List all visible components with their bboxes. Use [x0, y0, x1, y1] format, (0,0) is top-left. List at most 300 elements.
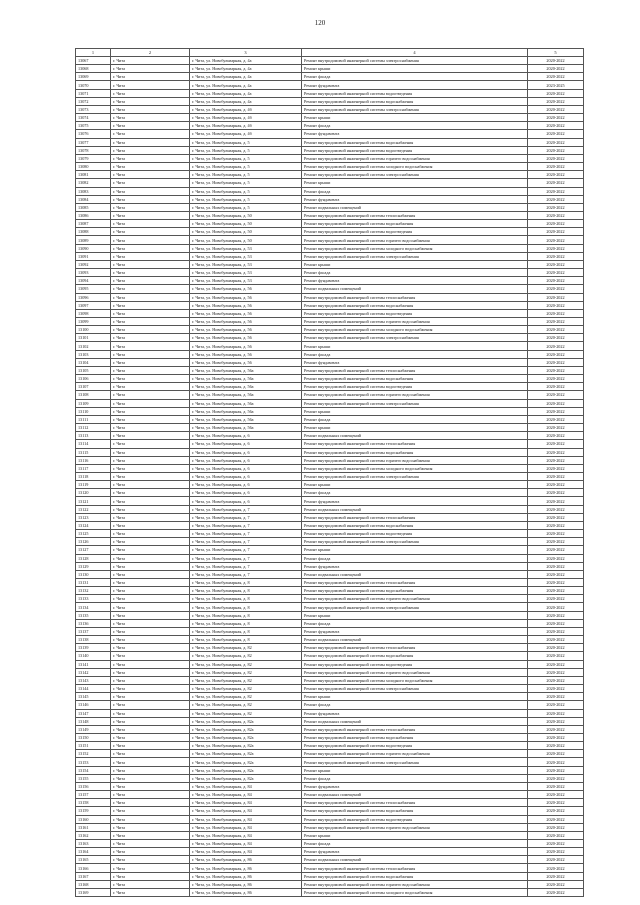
period-cell: 2020-2022 — [528, 236, 584, 244]
municipality-cell: г. Чита — [111, 709, 190, 717]
address-cell: г. Чита, ул. Новобульварная, д. 7 — [190, 546, 302, 554]
municipality-cell: г. Чита — [111, 334, 190, 342]
table-row — [76, 97, 584, 105]
work-type-cell: Ремонт внутридомовой инженерной системы водоснабжения — [302, 375, 528, 383]
header-cell: 5 — [528, 49, 584, 57]
row-number-cell: 13097 — [76, 301, 111, 309]
work-type-cell: Ремонт внутридомовой инженерной системы холодного водоснабжения — [302, 676, 528, 684]
address-cell: г. Чита, ул. Новобульварная, д. 56 — [190, 350, 302, 358]
municipality-cell: г. Чита — [111, 424, 190, 432]
municipality-cell: г. Чита — [111, 636, 190, 644]
table-row — [76, 742, 584, 750]
table-row — [76, 448, 584, 456]
address-cell: г. Чита, ул. Новобульварная, д. 8 — [190, 587, 302, 595]
municipality-cell: г. Чита — [111, 481, 190, 489]
work-type-cell: Ремонт внутридомовой инженерной системы теплоснабжения — [302, 293, 528, 301]
work-type-cell: Ремонт внутридомовой инженерной системы электроснабжения — [302, 758, 528, 766]
work-type-cell: Ремонт крыши — [302, 546, 528, 554]
period-cell: 2020-2022 — [528, 725, 584, 733]
row-number-cell: 13155 — [76, 774, 111, 782]
period-cell: 2020-2022 — [528, 864, 584, 872]
address-cell: г. Чита, ул. Новобульварная, д. 82 — [190, 693, 302, 701]
address-cell: г. Чита, ул. Новобульварная, д. 82 — [190, 701, 302, 709]
table-row — [76, 840, 584, 848]
row-number-cell: 13120 — [76, 489, 111, 497]
municipality-cell: г. Чита — [111, 163, 190, 171]
row-number-cell: 13115 — [76, 448, 111, 456]
period-cell: 2020-2022 — [528, 660, 584, 668]
municipality-cell: г. Чита — [111, 815, 190, 823]
period-cell: 2020-2022 — [528, 595, 584, 603]
table-row — [76, 114, 584, 122]
row-number-cell: 13068 — [76, 65, 111, 73]
work-type-cell: Ремонт внутридомовой инженерной системы холодного водоснабжения — [302, 464, 528, 472]
municipality-cell: г. Чита — [111, 89, 190, 97]
period-cell: 2020-2022 — [528, 513, 584, 521]
work-type-cell: Ремонт внутридомовой инженерной системы теплоснабжения — [302, 513, 528, 521]
work-type-cell: Ремонт фундамента — [302, 277, 528, 285]
period-cell: 2020-2022 — [528, 701, 584, 709]
work-type-cell: Ремонт внутридомовой инженерной системы электроснабжения — [302, 334, 528, 342]
period-cell: 2020-2022 — [528, 693, 584, 701]
municipality-cell: г. Чита — [111, 880, 190, 888]
table-row — [76, 799, 584, 807]
work-type-cell: Ремонт внутридомовой инженерной системы теплоснабжения — [302, 579, 528, 587]
work-type-cell: Ремонт внутридомовой инженерной системы горячего водоснабжения — [302, 391, 528, 399]
work-type-cell: Ремонт внутридомовой инженерной системы электроснабжения — [302, 472, 528, 480]
work-type-cell: Ремонт фундамента — [302, 709, 528, 717]
address-cell: г. Чита, ул. Новобульварная, д. 5 — [190, 187, 302, 195]
row-number-cell: 13075 — [76, 122, 111, 130]
address-cell: г. Чита, ул. Новобульварная, д. 4а — [190, 81, 302, 89]
period-cell: 2020-2022 — [528, 848, 584, 856]
municipality-cell: г. Чита — [111, 872, 190, 880]
address-cell: г. Чита, ул. Новобульварная, д. 4б — [190, 122, 302, 130]
municipality-cell: г. Чита — [111, 260, 190, 268]
municipality-cell: г. Чита — [111, 840, 190, 848]
row-number-cell: 13143 — [76, 676, 111, 684]
table-row — [76, 644, 584, 652]
period-cell: 2020-2022 — [528, 530, 584, 538]
work-type-cell: Ремонт фундамента — [302, 562, 528, 570]
header-cell: 3 — [190, 49, 302, 57]
period-cell: 2020-2022 — [528, 733, 584, 741]
work-type-cell: Ремонт внутридомовой инженерной системы горячего водоснабжения — [302, 154, 528, 162]
municipality-cell: г. Чита — [111, 799, 190, 807]
work-type-cell: Ремонт фасада — [302, 489, 528, 497]
row-number-cell: 13151 — [76, 742, 111, 750]
table-row — [76, 407, 584, 415]
work-type-cell: Ремонт крыши — [302, 481, 528, 489]
address-cell: г. Чита, ул. Новобульварная, д. 82 — [190, 709, 302, 717]
work-type-cell: Ремонт фасада — [302, 350, 528, 358]
work-type-cell: Ремонт внутридомовой инженерной системы водоотведения — [302, 660, 528, 668]
table-row — [76, 138, 584, 146]
period-cell: 2020-2022 — [528, 668, 584, 676]
table-row — [76, 65, 584, 73]
work-type-cell: Ремонт внутридомовой инженерной системы водоотведения — [302, 742, 528, 750]
work-type-cell: Ремонт внутридомовой инженерной системы холодного водоснабжения — [302, 326, 528, 334]
period-cell: 2020-2022 — [528, 570, 584, 578]
row-number-cell: 13098 — [76, 309, 111, 317]
row-number-cell: 13122 — [76, 505, 111, 513]
work-type-cell: Ремонт внутридомовой инженерной системы водоснабжения — [302, 733, 528, 741]
period-cell: 2020-2022 — [528, 203, 584, 211]
address-cell: г. Чита, ул. Новобульварная, д. 84 — [190, 815, 302, 823]
row-number-cell: 13135 — [76, 611, 111, 619]
address-cell: г. Чита, ул. Новобульварная, д. 56а — [190, 391, 302, 399]
address-cell: г. Чита, ул. Новобульварная, д. 86 — [190, 872, 302, 880]
table-row — [76, 652, 584, 660]
municipality-cell: г. Чита — [111, 383, 190, 391]
period-cell: 2020-2022 — [528, 138, 584, 146]
table-row — [76, 342, 584, 350]
address-cell: г. Чита, ул. Новобульварная, д. 56а — [190, 399, 302, 407]
municipality-cell: г. Чита — [111, 717, 190, 725]
table-row — [76, 619, 584, 627]
municipality-cell: г. Чита — [111, 611, 190, 619]
period-cell: 2020-2022 — [528, 293, 584, 301]
address-cell: г. Чита, ул. Новобульварная, д. 86 — [190, 888, 302, 896]
work-type-cell: Ремонт внутридомовой инженерной системы холодного водоснабжения — [302, 888, 528, 896]
row-number-cell: 13081 — [76, 171, 111, 179]
address-cell: г. Чита, ул. Новобульварная, д. 7 — [190, 521, 302, 529]
work-type-cell: Ремонт крыши — [302, 260, 528, 268]
period-cell: 2020-2022 — [528, 750, 584, 758]
work-type-cell: Ремонт фундамента — [302, 848, 528, 856]
period-cell: 2020-2022 — [528, 791, 584, 799]
address-cell: г. Чита, ул. Новобульварная, д. 84 — [190, 799, 302, 807]
row-number-cell: 13107 — [76, 383, 111, 391]
row-number-cell: 13105 — [76, 366, 111, 374]
work-type-cell: Ремонт внутридомовой инженерной системы горячего водоснабжения — [302, 823, 528, 831]
municipality-cell: г. Чита — [111, 244, 190, 252]
municipality-cell: г. Чита — [111, 456, 190, 464]
address-cell: г. Чита, ул. Новобульварная, д. 6 — [190, 448, 302, 456]
row-number-cell: 13148 — [76, 717, 111, 725]
work-type-cell: Ремонт подвальных помещений — [302, 570, 528, 578]
municipality-cell: г. Чита — [111, 627, 190, 635]
row-number-cell: 13154 — [76, 766, 111, 774]
period-cell: 2020-2022 — [528, 146, 584, 154]
municipality-cell: г. Чита — [111, 660, 190, 668]
work-type-cell: Ремонт внутридомовой инженерной системы водоснабжения — [302, 872, 528, 880]
table-row — [76, 318, 584, 326]
table-row — [76, 81, 584, 89]
work-type-cell: Ремонт внутридомовой инженерной системы горячего водоснабжения — [302, 318, 528, 326]
work-type-cell: Ремонт подвальных помещений — [302, 636, 528, 644]
address-cell: г. Чита, ул. Новобульварная, д. 7 — [190, 513, 302, 521]
work-type-cell: Ремонт внутридомовой инженерной системы горячего водоснабжения — [302, 750, 528, 758]
row-number-cell: 13099 — [76, 318, 111, 326]
period-cell: 2020-2022 — [528, 89, 584, 97]
table-row — [76, 154, 584, 162]
municipality-cell: г. Чита — [111, 693, 190, 701]
table-row — [76, 750, 584, 758]
work-type-cell: Ремонт фасада — [302, 774, 528, 782]
table-row — [76, 375, 584, 383]
table-row — [76, 260, 584, 268]
address-cell: г. Чита, ул. Новобульварная, д. 6 — [190, 440, 302, 448]
municipality-cell: г. Чита — [111, 366, 190, 374]
address-cell: г. Чита, ул. Новобульварная, д. 56 — [190, 358, 302, 366]
row-number-cell: 13142 — [76, 668, 111, 676]
table-row — [76, 130, 584, 138]
address-cell: г. Чита, ул. Новобульварная, д. 82а — [190, 717, 302, 725]
address-cell: г. Чита, ул. Новобульварная, д. 6 — [190, 472, 302, 480]
municipality-cell: г. Чита — [111, 848, 190, 856]
address-cell: г. Чита, ул. Новобульварная, д. 53 — [190, 277, 302, 285]
period-cell: 2020-2022 — [528, 358, 584, 366]
work-type-cell: Ремонт фасада — [302, 122, 528, 130]
municipality-cell: г. Чита — [111, 415, 190, 423]
address-cell: г. Чита, ул. Новобульварная, д. 5 — [190, 138, 302, 146]
table-row — [76, 782, 584, 790]
municipality-cell: г. Чита — [111, 277, 190, 285]
table-row — [76, 171, 584, 179]
row-number-cell: 13149 — [76, 725, 111, 733]
work-type-cell: Ремонт подвальных помещений — [302, 432, 528, 440]
row-number-cell: 13125 — [76, 530, 111, 538]
row-number-cell: 13147 — [76, 709, 111, 717]
row-number-cell: 13144 — [76, 685, 111, 693]
period-cell: 2020-2022 — [528, 211, 584, 219]
table-row — [76, 554, 584, 562]
row-number-cell: 13161 — [76, 823, 111, 831]
address-cell: г. Чита, ул. Новобульварная, д. 56а — [190, 375, 302, 383]
table-row — [76, 636, 584, 644]
work-type-cell: Ремонт внутридомовой инженерной системы водоснабжения — [302, 97, 528, 105]
address-cell: г. Чита, ул. Новобульварная, д. 5 — [190, 171, 302, 179]
municipality-cell: г. Чита — [111, 864, 190, 872]
table-row — [76, 211, 584, 219]
address-cell: г. Чита, ул. Новобульварная, д. 86 — [190, 880, 302, 888]
address-cell: г. Чита, ул. Новобульварная, д. 82а — [190, 758, 302, 766]
work-type-cell: Ремонт внутридомовой инженерной системы электроснабжения — [302, 57, 528, 65]
table-row — [76, 864, 584, 872]
address-cell: г. Чита, ул. Новобульварная, д. 56 — [190, 301, 302, 309]
address-cell: г. Чита, ул. Новобульварная, д. 4а — [190, 57, 302, 65]
row-number-cell: 13089 — [76, 236, 111, 244]
work-type-cell: Ремонт фасада — [302, 840, 528, 848]
municipality-cell: г. Чита — [111, 619, 190, 627]
table-row — [76, 709, 584, 717]
address-cell: г. Чита, ул. Новобульварная, д. 4а — [190, 89, 302, 97]
row-number-cell: 13114 — [76, 440, 111, 448]
row-number-cell: 13166 — [76, 864, 111, 872]
municipality-cell: г. Чита — [111, 587, 190, 595]
period-cell: 2020-2022 — [528, 130, 584, 138]
table-row — [76, 521, 584, 529]
address-cell: г. Чита, ул. Новобульварная, д. 82 — [190, 652, 302, 660]
period-cell: 2020-2022 — [528, 627, 584, 635]
table-row — [76, 815, 584, 823]
work-type-cell: Ремонт внутридомовой инженерной системы холодного водоснабжения — [302, 163, 528, 171]
row-number-cell: 13137 — [76, 627, 111, 635]
municipality-cell: г. Чита — [111, 326, 190, 334]
table-row — [76, 791, 584, 799]
address-cell: г. Чита, ул. Новобульварная, д. 53 — [190, 260, 302, 268]
work-type-cell: Ремонт подвальных помещений — [302, 791, 528, 799]
table-row — [76, 725, 584, 733]
row-number-cell: 13128 — [76, 554, 111, 562]
municipality-cell: г. Чита — [111, 888, 190, 896]
period-cell: 2020-2022 — [528, 220, 584, 228]
work-type-cell: Ремонт внутридомовой инженерной системы теплоснабжения — [302, 211, 528, 219]
municipality-cell: г. Чита — [111, 309, 190, 317]
period-cell: 2020-2022 — [528, 285, 584, 293]
address-cell: г. Чита, ул. Новобульварная, д. 8 — [190, 579, 302, 587]
address-cell: г. Чита, ул. Новобульварная, д. 56а — [190, 415, 302, 423]
period-cell: 2020-2022 — [528, 122, 584, 130]
table-row — [76, 587, 584, 595]
work-type-cell: Ремонт подвальных помещений — [302, 505, 528, 513]
period-cell: 2020-2022 — [528, 619, 584, 627]
table-row — [76, 611, 584, 619]
period-cell: 2020-2022 — [528, 464, 584, 472]
period-cell: 2020-2022 — [528, 481, 584, 489]
period-cell: 2020-2022 — [528, 554, 584, 562]
work-type-cell: Ремонт крыши — [302, 114, 528, 122]
address-cell: г. Чита, ул. Новобульварная, д. 82а — [190, 750, 302, 758]
municipality-cell: г. Чита — [111, 538, 190, 546]
address-cell: г. Чита, ул. Новобульварная, д. 5 — [190, 179, 302, 187]
table-row — [76, 334, 584, 342]
municipality-cell: г. Чита — [111, 521, 190, 529]
period-cell: 2020-2022 — [528, 260, 584, 268]
period-cell: 2020-2022 — [528, 309, 584, 317]
table-row — [76, 309, 584, 317]
work-type-cell: Ремонт внутридомовой инженерной системы горячего водоснабжения — [302, 668, 528, 676]
address-cell: г. Чита, ул. Новобульварная, д. 5 — [190, 154, 302, 162]
work-type-cell: Ремонт внутридомовой инженерной системы водоснабжения — [302, 301, 528, 309]
work-type-cell: Ремонт фундамента — [302, 81, 528, 89]
municipality-cell: г. Чита — [111, 856, 190, 864]
table-row — [76, 579, 584, 587]
address-cell: г. Чита, ул. Новобульварная, д. 8 — [190, 603, 302, 611]
address-cell: г. Чита, ул. Новобульварная, д. 56а — [190, 407, 302, 415]
table-row — [76, 203, 584, 211]
period-cell: 2020-2022 — [528, 179, 584, 187]
period-cell: 2020-2022 — [528, 742, 584, 750]
municipality-cell: г. Чита — [111, 432, 190, 440]
table-row — [76, 57, 584, 65]
period-cell: 2020-2022 — [528, 163, 584, 171]
table-row — [76, 195, 584, 203]
table-row — [76, 415, 584, 423]
address-cell: г. Чита, ул. Новобульварная, д. 53 — [190, 252, 302, 260]
row-number-cell: 13123 — [76, 513, 111, 521]
address-cell: г. Чита, ул. Новобульварная, д. 50 — [190, 228, 302, 236]
row-number-cell: 13074 — [76, 114, 111, 122]
row-number-cell: 13117 — [76, 464, 111, 472]
registry-table — [75, 48, 584, 897]
municipality-cell: г. Чита — [111, 399, 190, 407]
address-cell: г. Чита, ул. Новобульварная, д. 56 — [190, 285, 302, 293]
address-cell: г. Чита, ул. Новобульварная, д. 4б — [190, 130, 302, 138]
header-cell: 1 — [76, 49, 111, 57]
row-number-cell: 13090 — [76, 244, 111, 252]
period-cell: 2020-2022 — [528, 856, 584, 864]
row-number-cell: 13110 — [76, 407, 111, 415]
municipality-cell: г. Чита — [111, 774, 190, 782]
municipality-cell: г. Чита — [111, 236, 190, 244]
table-row — [76, 244, 584, 252]
period-cell: 2020-2022 — [528, 105, 584, 113]
address-cell: г. Чита, ул. Новобульварная, д. 84 — [190, 823, 302, 831]
row-number-cell: 13152 — [76, 750, 111, 758]
period-cell: 2020-2022 — [528, 65, 584, 73]
municipality-cell: г. Чита — [111, 375, 190, 383]
address-cell: г. Чита, ул. Новобульварная, д. 6 — [190, 489, 302, 497]
municipality-cell: г. Чита — [111, 530, 190, 538]
period-cell: 2020-2022 — [528, 383, 584, 391]
period-cell: 2020-2022 — [528, 252, 584, 260]
municipality-cell: г. Чита — [111, 318, 190, 326]
row-number-cell: 13102 — [76, 342, 111, 350]
address-cell: г. Чита, ул. Новобульварная, д. 6 — [190, 481, 302, 489]
period-cell: 2020-2022 — [528, 880, 584, 888]
row-number-cell: 13083 — [76, 187, 111, 195]
address-cell: г. Чита, ул. Новобульварная, д. 7 — [190, 530, 302, 538]
address-cell: г. Чита, ул. Новобульварная, д. 84 — [190, 782, 302, 790]
period-cell: 2020-2022 — [528, 831, 584, 839]
work-type-cell: Ремонт внутридомовой инженерной системы водоотведения — [302, 146, 528, 154]
row-number-cell: 13159 — [76, 807, 111, 815]
table-row — [76, 530, 584, 538]
period-cell: 2020-2022 — [528, 774, 584, 782]
municipality-cell: г. Чита — [111, 766, 190, 774]
address-cell: г. Чита, ул. Новобульварная, д. 82 — [190, 660, 302, 668]
row-number-cell: 13111 — [76, 415, 111, 423]
address-cell: г. Чита, ул. Новобульварная, д. 56а — [190, 366, 302, 374]
table-row — [76, 464, 584, 472]
work-type-cell: Ремонт подвальных помещений — [302, 285, 528, 293]
municipality-cell: г. Чита — [111, 562, 190, 570]
table-row — [76, 285, 584, 293]
period-cell: 2020-2022 — [528, 456, 584, 464]
municipality-cell: г. Чита — [111, 725, 190, 733]
work-type-cell: Ремонт крыши — [302, 65, 528, 73]
work-type-cell: Ремонт подвальных помещений — [302, 717, 528, 725]
work-type-cell: Ремонт внутридомовой инженерной системы электроснабжения — [302, 171, 528, 179]
table-row — [76, 366, 584, 374]
period-cell: 2020-2022 — [528, 424, 584, 432]
table-row — [76, 856, 584, 864]
municipality-cell: г. Чита — [111, 472, 190, 480]
work-type-cell: Ремонт внутридомовой инженерной системы горячего водоснабжения — [302, 236, 528, 244]
table-row — [76, 823, 584, 831]
period-cell: 2020-2022 — [528, 587, 584, 595]
address-cell: г. Чита, ул. Новобульварная, д. 82 — [190, 644, 302, 652]
table-row — [76, 391, 584, 399]
table-row — [76, 399, 584, 407]
row-number-cell: 13169 — [76, 888, 111, 896]
address-cell: г. Чита, ул. Новобульварная, д. 8 — [190, 595, 302, 603]
period-cell: 2020-2022 — [528, 505, 584, 513]
work-type-cell: Ремонт внутридомовой инженерной системы электроснабжения — [302, 399, 528, 407]
period-cell: 2023-2025 — [528, 81, 584, 89]
period-cell: 2020-2022 — [528, 244, 584, 252]
table-row — [76, 758, 584, 766]
address-cell: г. Чита, ул. Новобульварная, д. 56а — [190, 424, 302, 432]
row-number-cell: 13078 — [76, 146, 111, 154]
row-number-cell: 13113 — [76, 432, 111, 440]
municipality-cell: г. Чита — [111, 358, 190, 366]
row-number-cell: 13109 — [76, 399, 111, 407]
row-number-cell: 13158 — [76, 799, 111, 807]
work-type-cell: Ремонт внутридомовой инженерной системы холодного водоснабжения — [302, 244, 528, 252]
